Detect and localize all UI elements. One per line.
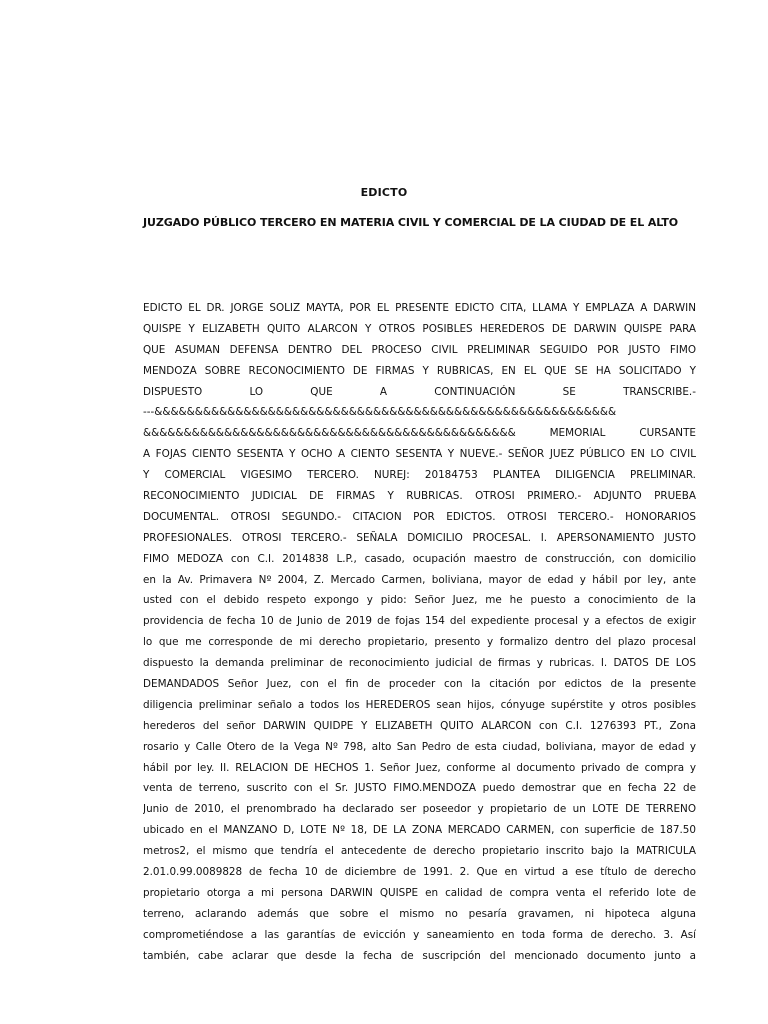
- body-line: dispuesto la demanda preliminar de reconocimiento judicial de firmas y rubricas. I. DATOS DE LOS: [143, 657, 696, 670]
- body-line: &&&&&&&&&&&&&&&&&&&&&&&&&&&&&&&&&&&&&&&&&&&&&& MEMORIAL CURSANTE: [143, 427, 696, 440]
- body-line: diligencia preliminar señalo a todos los HEREDEROS sean hijos, cónyuge supérstite y otros posibles: [143, 698, 696, 711]
- body-line: DOCUMENTAL. OTROSI SEGUNDO.- CITACION POR EDICTOS. OTROSI TERCERO.- HONORARIOS: [143, 510, 696, 523]
- body-line: Junio de 2010, el prenombrado ha declarado ser poseedor y propietario de un LOTE DE TERRENO: [143, 803, 696, 816]
- body-line: QUE ASUMAN DEFENSA DENTRO DEL PROCESO CIVIL PRELIMINAR SEGUIDO POR JUSTO FIMO: [143, 343, 696, 356]
- body-line: terreno, aclarando además que sobre el mismo no pesaría gravamen, ni hipoteca alguna: [143, 907, 696, 920]
- body-line: DEMANDADOS Señor Juez, con el fin de proceder con la citación por edictos de la presente: [143, 678, 696, 691]
- body-line: comprometiéndose a las garantías de evicción y saneamiento en toda forma de derecho. 3. Así: [143, 928, 696, 941]
- body-line: lo que me corresponde de mi derecho propietario, presento y formalizo dentro del plazo procesal: [143, 636, 696, 649]
- body-line: hábil por ley. II. RELACION DE HECHOS 1. Señor Juez, conforme al documento privado de compra y: [143, 761, 696, 774]
- body-line: herederos del señor DARWIN QUIDPE Y ELIZABETH QUITO ALARCON con C.I. 1276393 PT., Zona: [143, 719, 696, 732]
- body-line: DISPUESTO LO QUE A CONTINUACIÓN SE TRANSCRIBE.-: [143, 385, 696, 398]
- body-line: usted con el debido respeto expongo y pido: Señor Juez, me he puesto a conocimiento de la: [143, 594, 696, 607]
- body-line: 2.01.0.99.0089828 de fecha 10 de diciembre de 1991. 2. Que en virtud a ese título de derecho: [143, 866, 696, 879]
- body-line: ubicado en el MANZANO D, LOTE Nº 18, DE LA ZONA MERCADO CARMEN, con superficie de 187.50: [143, 824, 696, 837]
- body-line: también, cabe aclarar que desde la fecha de suscripción del mencionado documento junto a: [143, 949, 696, 962]
- body-line: EDICTO EL DR. JORGE SOLIZ MAYTA, POR EL PRESENTE EDICTO CITA, LLAMA Y EMPLAZA A DARWIN: [143, 302, 696, 314]
- body-line: rosario y Calle Otero de la Vega Nº 798, alto San Pedro de esta ciudad, boliviana, mayor de edad y: [143, 740, 696, 753]
- body-line: QUISPE Y ELIZABETH QUITO ALARCON Y OTROS POSIBLES HEREDEROS DE DARWIN QUISPE PARA: [143, 322, 696, 335]
- body-line: PROFESIONALES. OTROSI TERCERO.- SEÑALA DOMICILIO PROCESAL. I. APERSONAMIENTO JUSTO: [143, 531, 696, 544]
- body-line: A FOJAS CIENTO SESENTA Y OCHO A CIENTO SESENTA Y NUEVE.- SEÑOR JUEZ PÚBLICO EN LO CIVIL: [143, 448, 696, 461]
- body-line: en la Av. Primavera Nº 2004, Z. Mercado Carmen, boliviana, mayor de edad y hábil por ley, ante: [143, 573, 696, 586]
- body-line: FIMO MEDOZA con C.I. 2014838 L.P., casado, ocupación maestro de construcción, con domicilio: [143, 552, 696, 565]
- body-line: RECONOCIMIENTO JUDICIAL DE FIRMAS Y RUBRICAS. OTROSI PRIMERO.- ADJUNTO PRUEBA: [143, 490, 696, 503]
- court-heading: JUZGADO PÚBLICO TERCERO EN MATERIA CIVIL Y COMERCIAL DE LA CIUDAD DE EL ALTO: [143, 216, 678, 229]
- body-line: propietario otorga a mi persona DARWIN QUISPE en calidad de compra venta el referido lote de: [143, 886, 696, 899]
- edict-body: [143, 298, 696, 967]
- body-line: MENDOZA SOBRE RECONOCIMIENTO DE FIRMAS Y RUBRICAS, EN EL QUE SE HA SOLICITADO Y: [143, 364, 696, 377]
- body-line: Y COMERCIAL VIGESIMO TERCERO. NUREJ: 20184753 PLANTEA DILIGENCIA PRELIMINAR.: [143, 469, 696, 482]
- body-line: venta de terreno, suscrito con el Sr. JUSTO FIMO.MENDOZA puedo demostrar que en fecha 22 de: [143, 782, 696, 795]
- body-line: providencia de fecha 10 de Junio de 2019 de fojas 154 del expediente procesal y a efectos de exigir: [143, 615, 696, 628]
- body-line: metros2, el mismo que tendría el antecedente de derecho propietario inscrito bajo la MATRICULA: [143, 845, 696, 858]
- document-title: EDICTO: [360, 186, 408, 199]
- body-line: ---&&&&&&&&&&&&&&&&&&&&&&&&&&&&&&&&&&&&&&&&&&&&&&&&&&&&&&&&&: [143, 406, 617, 419]
